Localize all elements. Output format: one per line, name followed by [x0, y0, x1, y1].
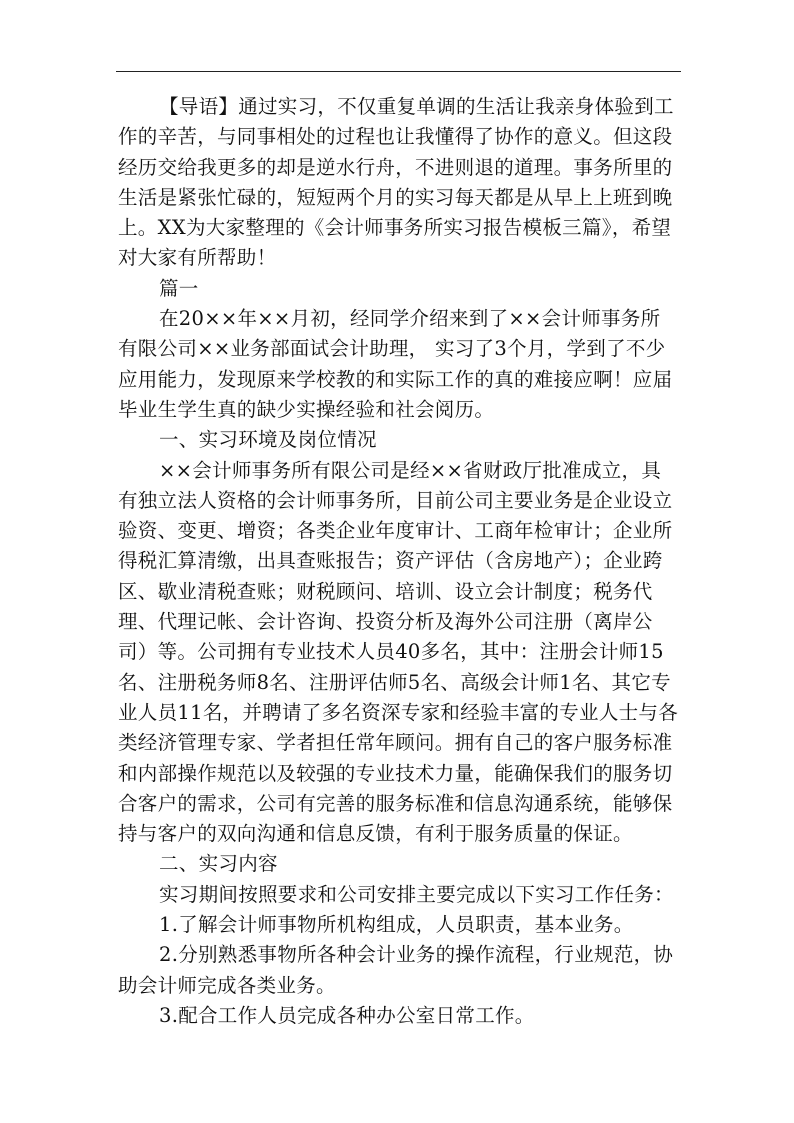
list-item: 2.分别熟悉事物所各种会计业务的操作流程，行业规范，协助会计师完成各类业务。	[118, 943, 674, 997]
section-heading-1: 一、实习环境及岗位情况	[159, 428, 377, 452]
list-item: 1.了解会计师事物所机构组成，人员职责，基本业务。	[159, 913, 634, 937]
list-item: 3.配合工作人员完成各种办公室日常工作。	[159, 1003, 535, 1027]
section-title: 篇一	[159, 276, 199, 300]
body-paragraph-3: 实习期间按照要求和公司安排主要完成以下实习工作任务：	[159, 882, 674, 906]
header-rule	[116, 71, 681, 72]
intro-paragraph: 【导语】通过实习，不仅重复单调的生活让我亲身体验到工作的辛苦，与同事相处的过程也让我懂得了协作的意义。但这段经历交给我更多的却是逆水行舟，不进则退的道理。事务所里的生活是紧张忙碌的，短短两个月的实习每天都是从早上上班到晚上。XX为大家整理的《会计师事务所实习报告模板三篇》，希望对大家有所帮助！	[118, 95, 674, 270]
section-heading-2: 二、实习内容	[159, 852, 278, 876]
body-paragraph-1: 在20××年××月初，经同学介绍来到了××会计师事务所有限公司××业务部面试会计助理， 实习了3个月，学到了不少应用能力，发现原来学校教的和实际工作的真的难接应啊！应届毕业生学生真的缺少实操经验和社会阅历。	[118, 307, 673, 421]
body-paragraph-2: ××会计师事务所有限公司是经××省财政厅批准成立，具有独立法人资格的会计师事务所，目前公司主要业务是企业设立验资、变更、增资；各类企业年度审计、工商年检审计；企业所得税汇算清缴，出具查账报告；资产评估（含房地产）；企业跨区、歇业清税查账；财税顾问、培训、设立会计制度；税务代理、代理记帐、会计咨询、投资分析及海外公司注册（离岸公司）等。公司拥有专业技术人员40多名，其中：注册会计师15名、注册税务师8名、注册评估师5名、高级会计师1名、其它专业人员11名，并聘请了多名资深专家和经验丰富的专业人士与各类经济管理专家、学者担任常年顾问。拥有自己的客户服务标准和内部操作规范以及较强的专业技术力量，能确保我们的服务切合客户的需求，公司有完善的服务标准和信息沟通系统，能够保持与客户的双向沟通和信息反馈，有利于服务质量的保证。	[118, 458, 679, 846]
document-body	[118, 92, 678, 1031]
